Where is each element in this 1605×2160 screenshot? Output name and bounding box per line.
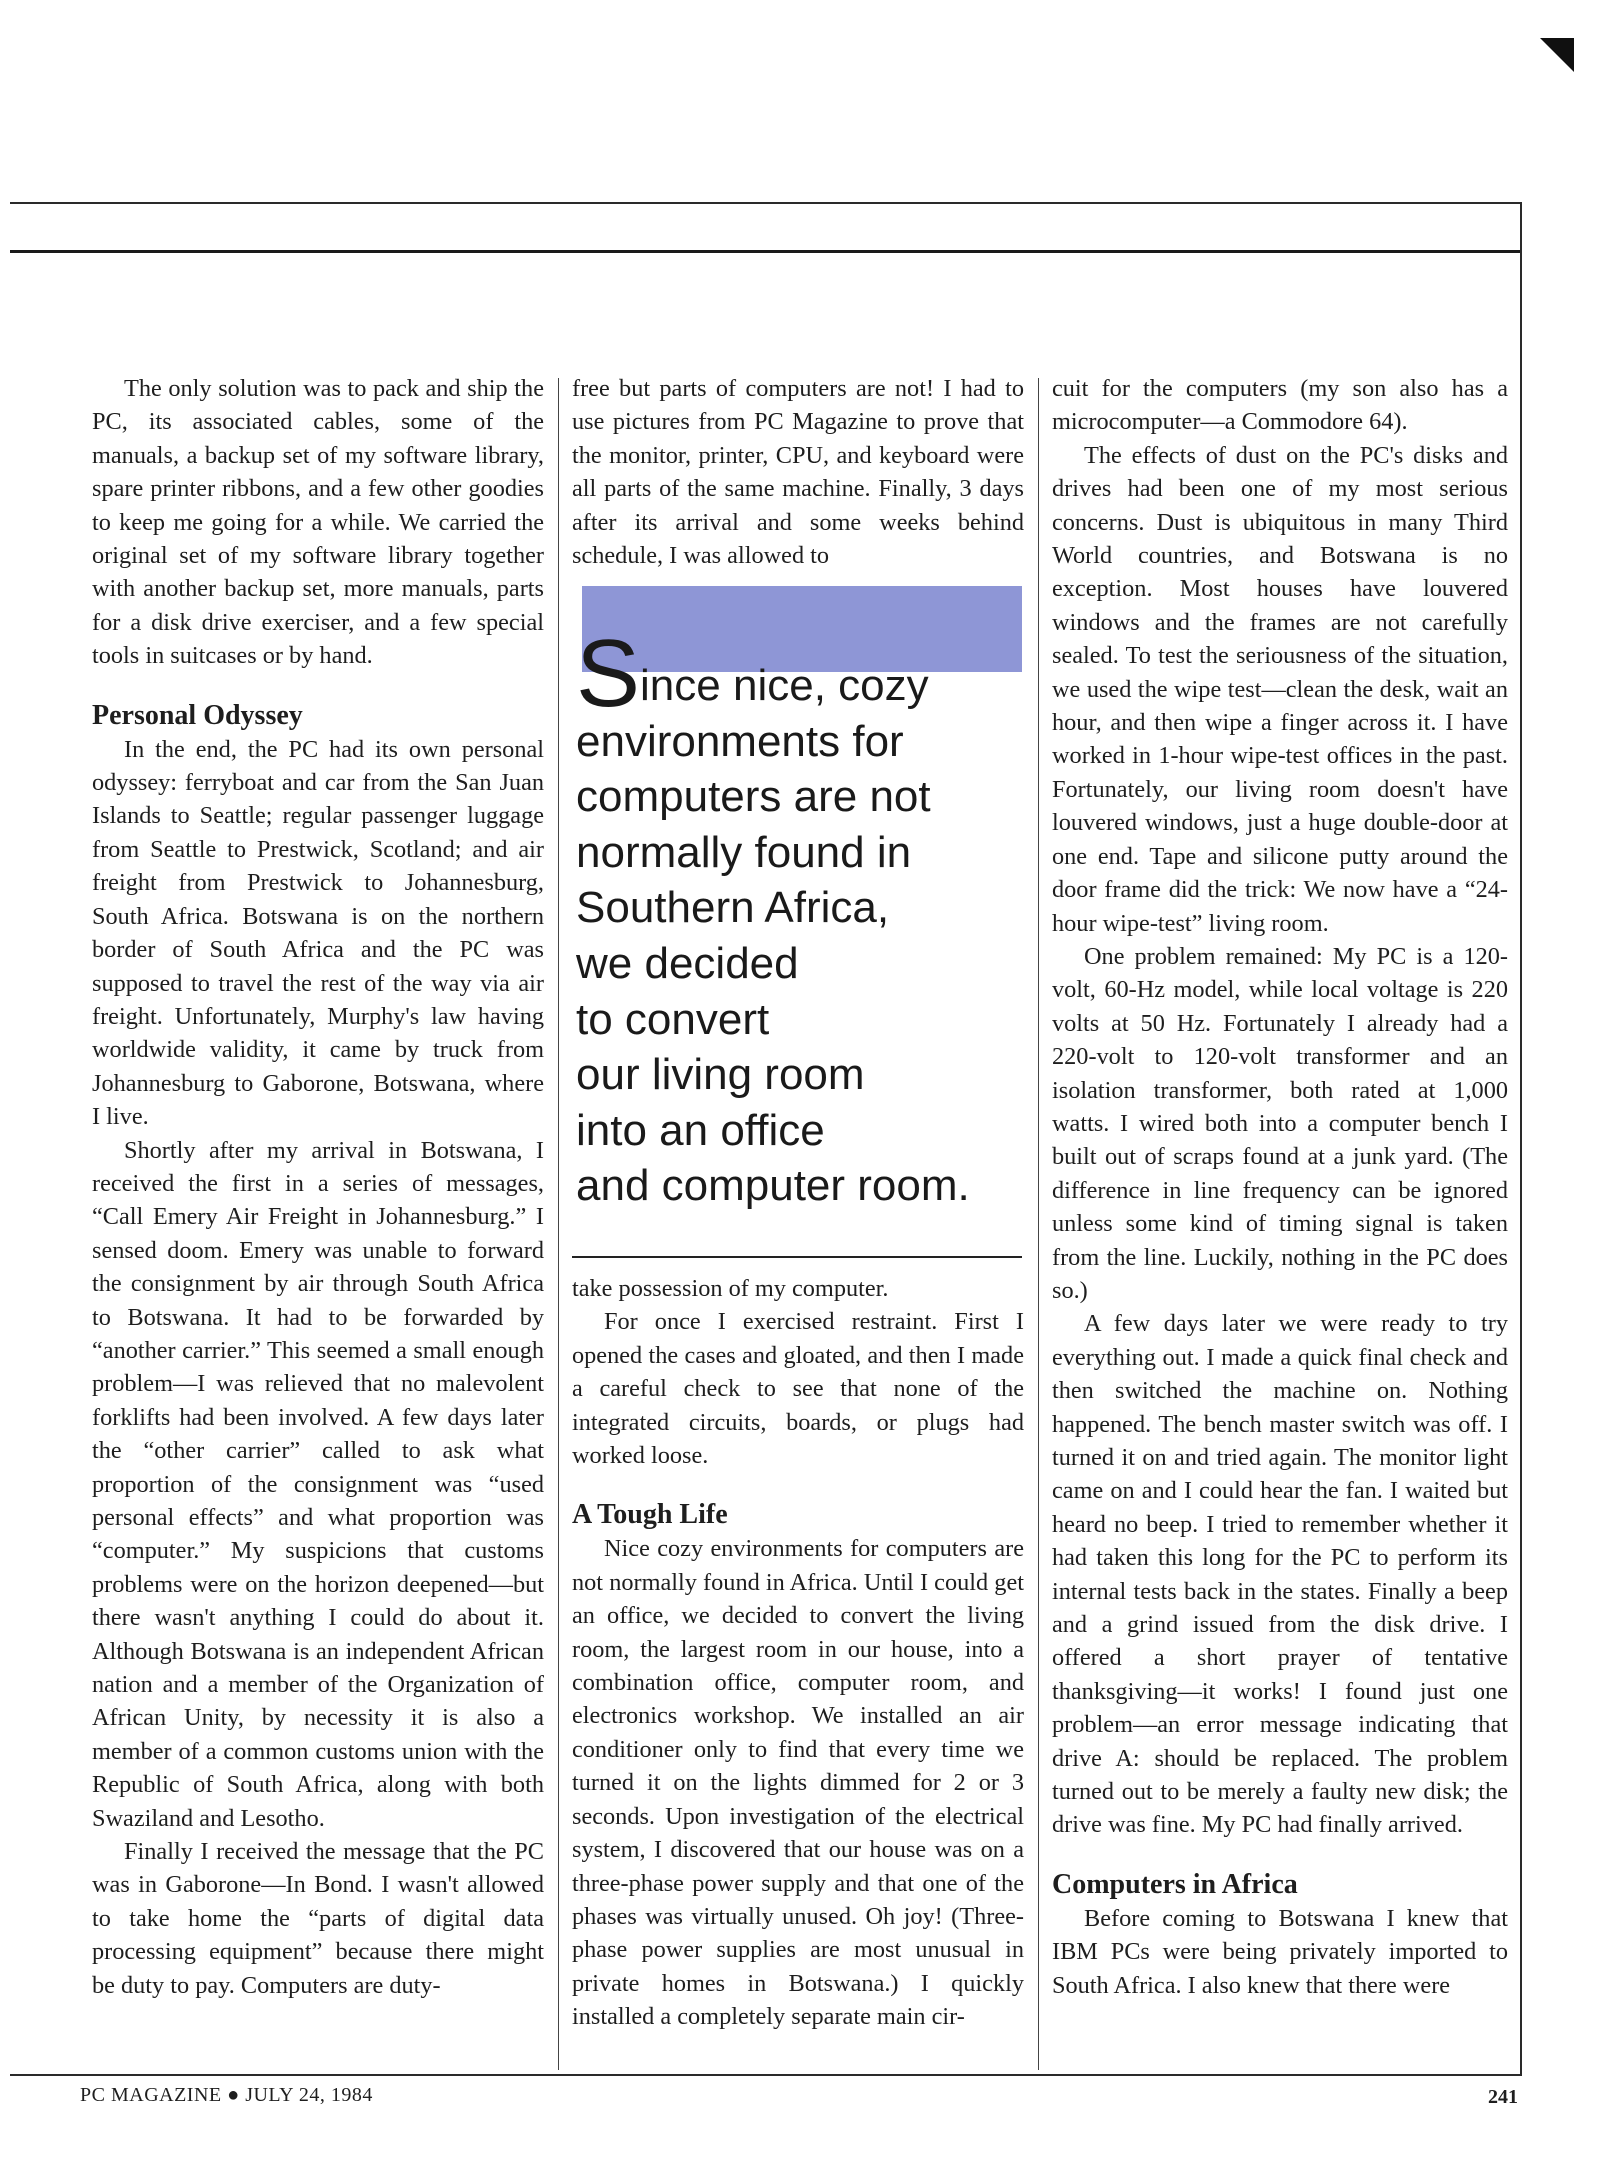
- pull-quote-rule: [572, 1256, 1022, 1258]
- paragraph: Before coming to Botswana I knew that IBM PCs were being privately imported to South Africa. I also knew that there were: [1052, 1904, 1508, 1999]
- paragraph: Nice cozy environments for computers are not normally found in Africa. Until I could get an office, we decided to convert the living room, the largest room in our house, into a combination office, computer room, and electronics workshop. We installed an air conditioner only to find that every time we turned it on the lights dimmed for 2 or 3 seconds. Upon investigation of the electrical system, I discovered that our house was on a three-phase power supply and that one of the phases was virtually unused. Oh joy! (Three-phase power supplies are most unusual in private homes in Botswana.) I quickly installed a completely separate main cir-: [572, 1535, 1024, 2031]
- article-column-3: [1052, 372, 1508, 2002]
- article-column-1: [92, 372, 544, 2002]
- top-rule-thin: [10, 202, 1522, 204]
- paragraph: Finally I received the message that the PC was in Gaborone—In Bond. I wasn't allowed to take home the “parts of digital data processing equipment” because there might be duty to pay. Computers are duty-: [92, 1838, 544, 1999]
- right-rule: [1520, 202, 1522, 2074]
- section-heading-computers-in-africa: Computers in Africa: [1052, 1868, 1298, 1900]
- footer-publication-date: PC MAGAZINE ● JULY 24, 1984: [80, 2084, 373, 2106]
- corner-triangle-icon: [1540, 38, 1574, 72]
- section-heading-a-tough-life: A Tough Life: [572, 1499, 728, 1531]
- page-number: 241: [1488, 2086, 1518, 2108]
- top-rule-thick: [10, 250, 1522, 253]
- bottom-rule: [10, 2074, 1522, 2076]
- paragraph: A few days later we were ready to try everything out. I made a quick final check and then switched the machine on. Nothing happened. The bench master switch was off. I turned it on and tried again. The monitor light came on and I could hear the fan. I waited but heard no beep. I tried to remember whether it had taken this long for the PC to perform its internal tests back in the states. Finally a beep and a grind issued from the disk drive. I offered a short prayer of tentative thanksgiving—it works! I found just one problem—an error message indicating that drive A: should be replaced. The problem turned out to be merely a faulty new disk; the drive was fine. My PC had finally arrived.: [1052, 1310, 1508, 1839]
- pull-quote-dropcap: S: [576, 620, 641, 727]
- paragraph: Shortly after my arrival in Botswana, I received the first in a series of messages, “Call Emery Air Freight in Johannesburg.” I sensed doom. Emery was unable to forward the consignment by air through South Africa to Botswana. It had to be forwarded by “another carrier.” This seemed a small enough problem—I was relieved that no malevolent forklifts had been involved. A few days later the “other carrier” called to ask what proportion of the consignment was “used personal effects” and what proportion was “computer.” My suspicions that customs problems were on the horizon deepened—but there wasn't anything I could do about it. Although Botswana is an independent African nation and a member of the Organization of African Unity, by necessity it is also a member of a common customs union with the Republic of South Africa, along with both Swaziland and Lesotho.: [92, 1136, 544, 1832]
- paragraph: The only solution was to pack and ship the PC, its associated cables, some of the manuals, a backup set of my software library, spare printer ribbons, and a few other goodies to keep me going for a while. We carried the original set of my software library together with another backup set, more manuals, parts for a disk drive exerciser, and a few special tools in suitcases or by hand.: [92, 375, 544, 670]
- paragraph: free but parts of computers are not! I had to use pictures from PC Magazine to prove that the monitor, printer, CPU, and keyboard were all parts of the same machine. Finally, 3 days after its arrival and some weeks behind schedule, I was allowed to: [572, 375, 1024, 570]
- pull-quote-text: [576, 620, 1022, 1214]
- paragraph: take possession of my computer.: [572, 1275, 889, 1302]
- column-divider-1: [558, 378, 559, 2070]
- paragraph: The effects of dust on the PC's disks and drives had been one of my most serious concerns. Dust is ubiquitous in many Third World countries, and Botswana is no exception. Most houses have louvered windows and the frames are not carefully sealed. To test the seriousness of the situation, we used the wipe test—clean the desk, wait an hour, and then wipe a finger across it. I have worked in 1-hour wipe-test offices in the past. Fortunately, our living room doesn't have louvered windows, just a huge double-door at one end. Tape and silicone putty around the door frame did the trick: We now have a “24-hour wipe-test” living room.: [1052, 441, 1508, 937]
- section-heading-personal-odyssey: Personal Odyssey: [92, 699, 303, 731]
- column-divider-2: [1038, 378, 1039, 2070]
- paragraph: In the end, the PC had its own personal odyssey: ferryboat and car from the San Juan Islands to Seattle; regular passenger luggage from Seattle to Prestwick, Scotland; and air freight from Prestwick to Johannesburg, South Africa. Botswana is on the northern border of South Africa and the PC was supposed to travel the rest of the way via air freight. Unfortunately, Murphy's law having worldwide validity, it came by truck from Johannesburg to Gaborone, Botswana, where I live.: [92, 735, 544, 1131]
- article-column-2-top: [572, 372, 1024, 572]
- article-column-2-bottom: [572, 1272, 1024, 2034]
- paragraph: cuit for the computers (my son also has a microcomputer—a Commodore 64).: [1052, 375, 1508, 436]
- pull-quote-body: ince nice, cozy environments for computers are not normally found in Southern Africa, we decided to convert our living room into an office and computer room.: [576, 661, 970, 1211]
- paragraph: One problem remained: My PC is a 120-volt, 60-Hz model, while local voltage is 220 volts at 50 Hz. Fortunately I already had a 220-volt to 120-volt transformer and an isolation transformer, both rated at 1,000 watts. I wired both into a computer bench I built out of scraps found at a junk yard. (The difference in line frequency can be ignored unless some kind of timing signal is taken from the line. Luckily, nothing in the PC does so.): [1052, 942, 1508, 1304]
- pull-quote: [572, 586, 1022, 1258]
- paragraph: For once I exercised restraint. First I opened the cases and gloated, and then I made a careful check to see that none of the integrated circuits, boards, or plugs had worked loose.: [572, 1308, 1024, 1470]
